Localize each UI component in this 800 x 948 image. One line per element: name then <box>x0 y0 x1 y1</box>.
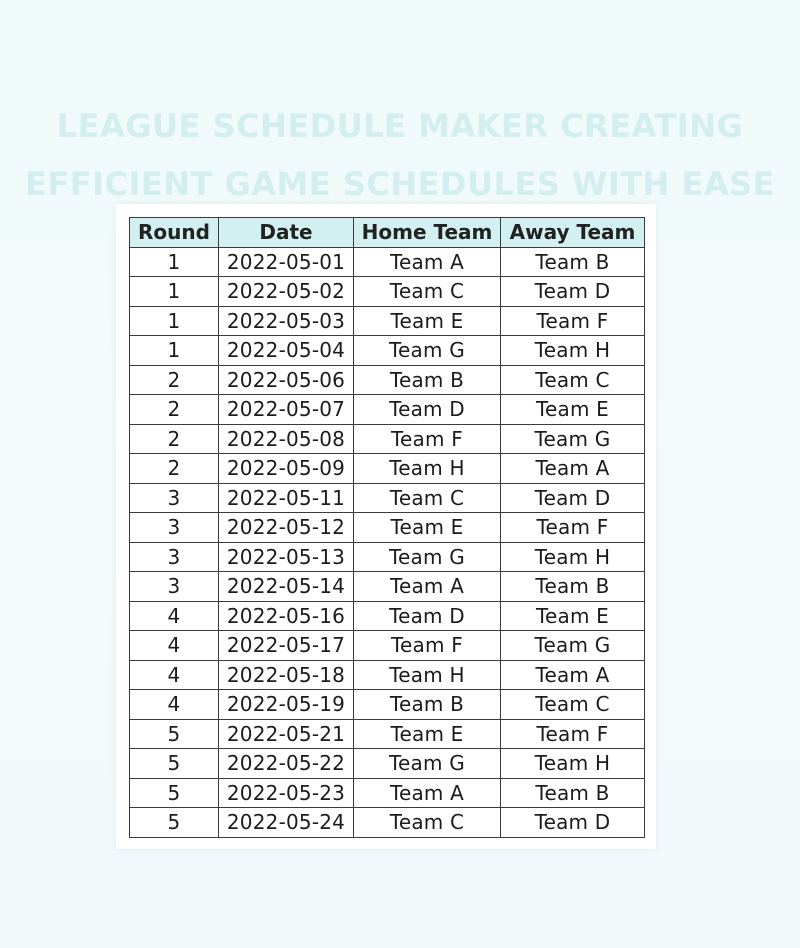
round-cell: 4 <box>130 601 219 631</box>
home-team-cell: Team F <box>354 631 501 661</box>
round-cell: 3 <box>130 572 219 602</box>
away-team-cell: Team F <box>501 719 645 749</box>
table-row <box>130 513 645 543</box>
date-cell: 2022-05-17 <box>219 631 354 661</box>
table-row <box>130 808 645 838</box>
date-cell: 2022-05-06 <box>219 365 354 395</box>
round-cell: 5 <box>130 719 219 749</box>
table-row <box>130 424 645 454</box>
home-team-cell: Team C <box>354 483 501 513</box>
header-row <box>130 218 645 248</box>
date-cell: 2022-05-23 <box>219 778 354 808</box>
home-team-cell: Team B <box>354 690 501 720</box>
away-team-cell: Team B <box>501 572 645 602</box>
table-row <box>130 277 645 307</box>
date-cell: 2022-05-07 <box>219 395 354 425</box>
schedule-body <box>130 247 645 837</box>
table-row <box>130 395 645 425</box>
away-team-cell: Team G <box>501 631 645 661</box>
away-team-cell: Team H <box>501 336 645 366</box>
away-team-cell: Team F <box>501 513 645 543</box>
away-team-cell: Team D <box>501 483 645 513</box>
home-team-cell: Team B <box>354 365 501 395</box>
away-team-cell: Team D <box>501 277 645 307</box>
table-row <box>130 306 645 336</box>
away-team-cell: Team H <box>501 749 645 779</box>
date-cell: 2022-05-13 <box>219 542 354 572</box>
table-row <box>130 454 645 484</box>
away-team-cell: Team C <box>501 690 645 720</box>
date-cell: 2022-05-14 <box>219 572 354 602</box>
round-cell: 5 <box>130 808 219 838</box>
title-line-1: LEAGUE SCHEDULE MAKER CREATING <box>56 107 744 146</box>
date-cell: 2022-05-19 <box>219 690 354 720</box>
home-team-cell: Team E <box>354 719 501 749</box>
header-round: Round <box>130 218 219 248</box>
away-team-cell: Team B <box>501 778 645 808</box>
home-team-cell: Team H <box>354 660 501 690</box>
date-cell: 2022-05-22 <box>219 749 354 779</box>
home-team-cell: Team F <box>354 424 501 454</box>
date-cell: 2022-05-18 <box>219 660 354 690</box>
home-team-cell: Team G <box>354 749 501 779</box>
away-team-cell: Team G <box>501 424 645 454</box>
table-row <box>130 749 645 779</box>
round-cell: 3 <box>130 483 219 513</box>
home-team-cell: Team A <box>354 247 501 277</box>
away-team-cell: Team F <box>501 306 645 336</box>
round-cell: 3 <box>130 542 219 572</box>
table-row <box>130 690 645 720</box>
home-team-cell: Team E <box>354 513 501 543</box>
home-team-cell: Team G <box>354 336 501 366</box>
home-team-cell: Team A <box>354 572 501 602</box>
table-row <box>130 719 645 749</box>
date-cell: 2022-05-02 <box>219 277 354 307</box>
round-cell: 2 <box>130 424 219 454</box>
table-row <box>130 572 645 602</box>
date-cell: 2022-05-21 <box>219 719 354 749</box>
page-title <box>0 97 800 213</box>
round-cell: 4 <box>130 690 219 720</box>
home-team-cell: Team D <box>354 601 501 631</box>
date-cell: 2022-05-03 <box>219 306 354 336</box>
table-row <box>130 483 645 513</box>
away-team-cell: Team D <box>501 808 645 838</box>
round-cell: 1 <box>130 336 219 366</box>
table-row <box>130 601 645 631</box>
away-team-cell: Team B <box>501 247 645 277</box>
away-team-cell: Team A <box>501 660 645 690</box>
date-cell: 2022-05-24 <box>219 808 354 838</box>
round-cell: 1 <box>130 306 219 336</box>
table-row <box>130 631 645 661</box>
date-cell: 2022-05-04 <box>219 336 354 366</box>
date-cell: 2022-05-09 <box>219 454 354 484</box>
round-cell: 5 <box>130 749 219 779</box>
away-team-cell: Team C <box>501 365 645 395</box>
header-away-team: Away Team <box>501 218 645 248</box>
table-row <box>130 247 645 277</box>
home-team-cell: Team A <box>354 778 501 808</box>
round-cell: 5 <box>130 778 219 808</box>
table-row <box>130 542 645 572</box>
away-team-cell: Team H <box>501 542 645 572</box>
date-cell: 2022-05-16 <box>219 601 354 631</box>
schedule-table <box>129 217 645 838</box>
home-team-cell: Team H <box>354 454 501 484</box>
home-team-cell: Team G <box>354 542 501 572</box>
home-team-cell: Team E <box>354 306 501 336</box>
round-cell: 4 <box>130 660 219 690</box>
away-team-cell: Team E <box>501 601 645 631</box>
table-row <box>130 365 645 395</box>
round-cell: 1 <box>130 277 219 307</box>
away-team-cell: Team A <box>501 454 645 484</box>
title-line-2: EFFICIENT GAME SCHEDULES WITH EASE <box>25 165 775 204</box>
date-cell: 2022-05-08 <box>219 424 354 454</box>
table-row <box>130 660 645 690</box>
date-cell: 2022-05-11 <box>219 483 354 513</box>
round-cell: 2 <box>130 365 219 395</box>
table-row <box>130 336 645 366</box>
round-cell: 2 <box>130 395 219 425</box>
round-cell: 3 <box>130 513 219 543</box>
round-cell: 2 <box>130 454 219 484</box>
table-row <box>130 778 645 808</box>
home-team-cell: Team C <box>354 277 501 307</box>
round-cell: 1 <box>130 247 219 277</box>
date-cell: 2022-05-12 <box>219 513 354 543</box>
round-cell: 4 <box>130 631 219 661</box>
home-team-cell: Team D <box>354 395 501 425</box>
header-home-team: Home Team <box>354 218 501 248</box>
home-team-cell: Team C <box>354 808 501 838</box>
schedule-sheet <box>116 204 656 849</box>
date-cell: 2022-05-01 <box>219 247 354 277</box>
away-team-cell: Team E <box>501 395 645 425</box>
header-date: Date <box>219 218 354 248</box>
